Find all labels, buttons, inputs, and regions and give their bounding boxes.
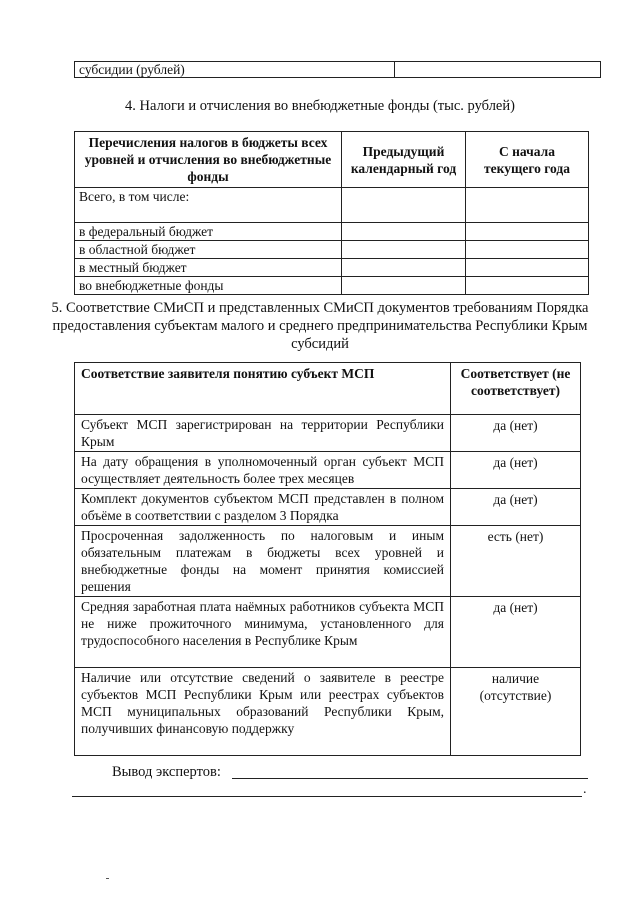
- column-header-compliance: Соответствует (не соответствует): [451, 363, 581, 415]
- table-row: [75, 597, 581, 668]
- scan-speck: [106, 878, 109, 879]
- table-row: [75, 188, 589, 223]
- conclusion-line-2: [72, 796, 582, 797]
- table-row: [75, 415, 581, 452]
- criterion-text: Комплект документов субъектом МСП представлен в полном объёме в соответствии с разделом 3 Порядка: [75, 489, 451, 526]
- compliance-table: [74, 362, 581, 756]
- table-header-row: [75, 363, 581, 415]
- row-label-federal: в федеральный бюджет: [75, 223, 342, 241]
- table-row: [75, 241, 589, 259]
- criterion-status: наличие (отсутствие): [451, 668, 581, 756]
- criterion-text: Средняя заработная плата наёмных работников субъекта МСП не ниже прожиточного минимума, установленного для трудоспособного населения в Республике Крым: [75, 597, 451, 668]
- table-cell: [466, 241, 589, 259]
- column-header-taxes: Перечисления налогов в бюджеты всех уровней и отчисления во внебюджетные фонды: [75, 132, 342, 188]
- conclusion-end-mark: .: [583, 782, 587, 797]
- table-cell: [342, 241, 466, 259]
- criterion-status: да (нет): [451, 597, 581, 668]
- table-row: [75, 526, 581, 597]
- row-label-extrabudgetary: во внебюджетные фонды: [75, 277, 342, 295]
- table-row: [75, 259, 589, 277]
- section-5-title: 5. Соответствие СМиСП и представленных СМиСП документов требованиям Порядка предоставления субъектам малого и среднего предпринимательства Республики Крым субсидий: [51, 300, 589, 352]
- table-cell: [466, 259, 589, 277]
- table-row: [75, 489, 581, 526]
- column-header-previous-year: Предыдущий календарный год: [342, 132, 466, 188]
- section-4-title: 4. Налоги и отчисления во внебюджетные фонды (тыс. рублей): [125, 98, 515, 114]
- table-cell: [342, 188, 466, 223]
- table-cell: [466, 188, 589, 223]
- table-row: [75, 62, 601, 78]
- table-cell: [342, 259, 466, 277]
- criterion-text: Субъект МСП зарегистрирован на территории Республики Крым: [75, 415, 451, 452]
- table-cell: [342, 277, 466, 295]
- taxes-table: [74, 131, 589, 295]
- row-label-total: Всего, в том числе:: [75, 188, 342, 223]
- table-row: [75, 277, 589, 295]
- experts-conclusion-label: Вывод экспертов:: [112, 764, 221, 780]
- table-row: [75, 452, 581, 489]
- subsidy-table-tail: [74, 61, 601, 78]
- column-header-criterion: Соответствие заявителя понятию субъект МСП: [75, 363, 451, 415]
- table-row: [75, 223, 589, 241]
- criterion-text: Просроченная задолженность по налоговым и иным обязательным платежам в бюджеты всех уровней и внебюджетные фонды на момент принятия комиссией решения: [75, 526, 451, 597]
- subsidy-row-label: субсидии (рублей): [75, 62, 395, 78]
- subsidy-row-value: [395, 62, 601, 78]
- criterion-status: да (нет): [451, 452, 581, 489]
- table-row: [75, 668, 581, 756]
- criterion-text: Наличие или отсутствие сведений о заявителе в реестре субъектов МСП Республики Крым или реестрах субъектов МСП муниципальных образований Республики Крым, получивших финансовую поддержку: [75, 668, 451, 756]
- row-label-regional: в областной бюджет: [75, 241, 342, 259]
- conclusion-line-1: [232, 778, 588, 779]
- criterion-status: да (нет): [451, 415, 581, 452]
- column-header-current-year: С начала текущего года: [466, 132, 589, 188]
- criterion-text: На дату обращения в уполномоченный орган субъект МСП осуществляет деятельность более трех месяцев: [75, 452, 451, 489]
- table-header-row: [75, 132, 589, 188]
- criterion-status: да (нет): [451, 489, 581, 526]
- table-cell: [466, 277, 589, 295]
- criterion-status: есть (нет): [451, 526, 581, 597]
- row-label-local: в местный бюджет: [75, 259, 342, 277]
- table-cell: [466, 223, 589, 241]
- table-cell: [342, 223, 466, 241]
